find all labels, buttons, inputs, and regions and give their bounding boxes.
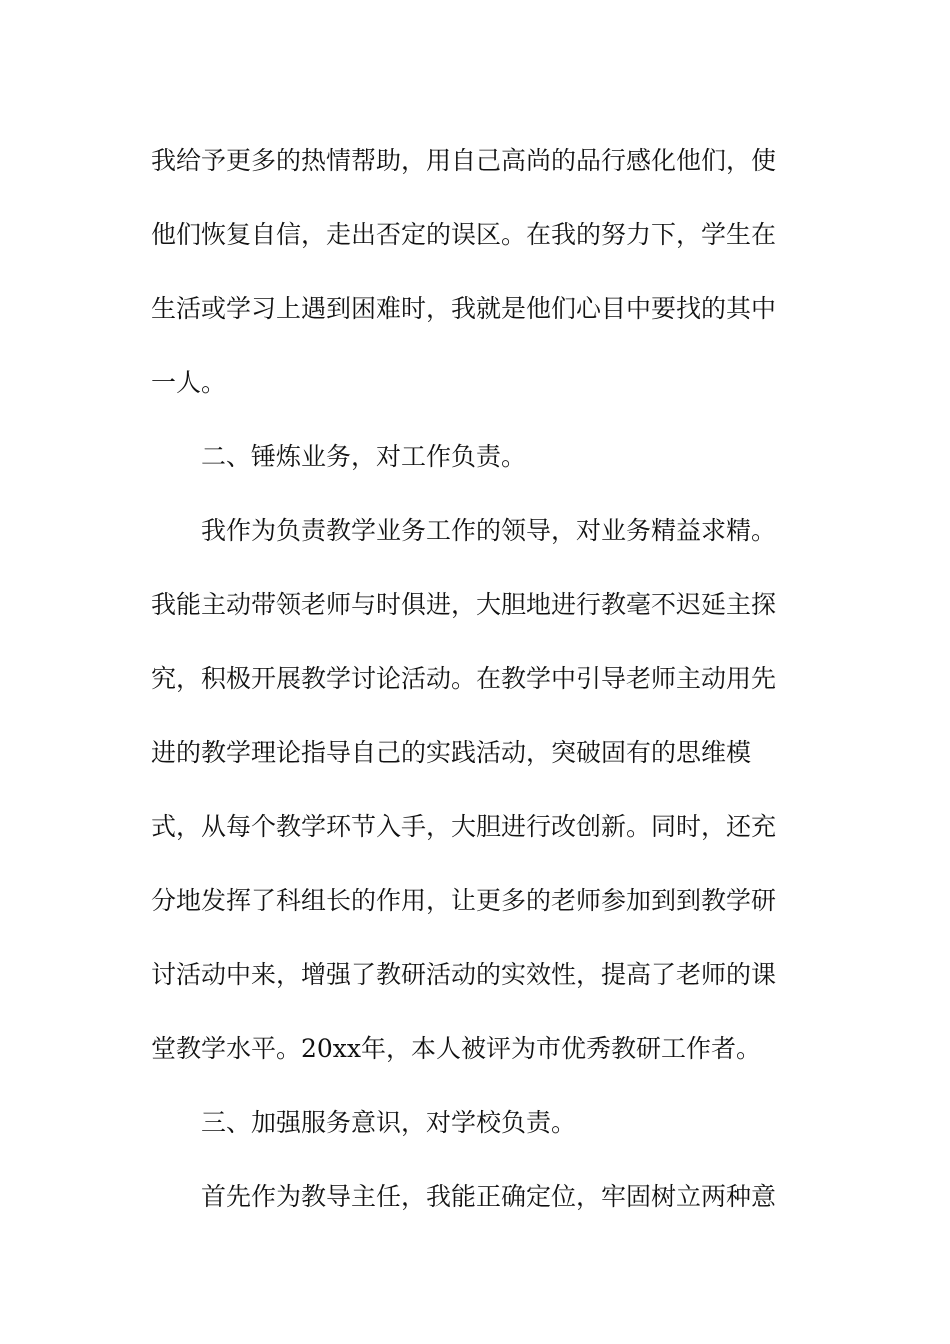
section-heading-2: 二、锤炼业务，对工作负责。 [201,442,527,471]
text-line-9: 进的教学理论指导自己的实践活动，突破固有的思维模 [151,738,752,767]
document-body [151,124,791,1234]
text-line-2: 他们恢复自信，走出否定的误区。在我的努力下，学生在 [151,220,777,249]
text-line-6: 我作为负责教学业务工作的领导，对业务精益求精。 [201,516,777,545]
section-heading-3: 三、加强服务意识，对学校负责。 [201,1108,577,1137]
text-line-3: 生活或学习上遇到困难时，我就是他们心目中要找的其中 [151,294,777,323]
text-line-4: 一人。 [151,368,227,397]
text-line-12: 讨活动中来，增强了教研活动的实效性，提高了老师的课 [151,960,777,989]
text-line-11: 分地发挥了科组长的作用，让更多的老师参加到到教学研 [151,886,777,915]
text-line-7: 我能主动带领老师与时俱进，大胆地进行教毫不迟延主探 [151,590,777,619]
text-line-8: 究，积极开展教学讨论活动。在教学中引导老师主动用先 [151,664,777,693]
text-line-15: 首先作为教导主任，我能正确定位，牢固树立两种意 [201,1182,777,1211]
text-line-1: 我给予更多的热情帮助，用自己高尚的品行感化他们，使 [151,146,777,175]
text-line-13: 堂教学水平。20xx年，本人被评为市优秀教研工作者。 [151,1034,762,1063]
text-line-10: 式，从每个教学环节入手，大胆进行改创新。同时，还充 [151,812,777,841]
